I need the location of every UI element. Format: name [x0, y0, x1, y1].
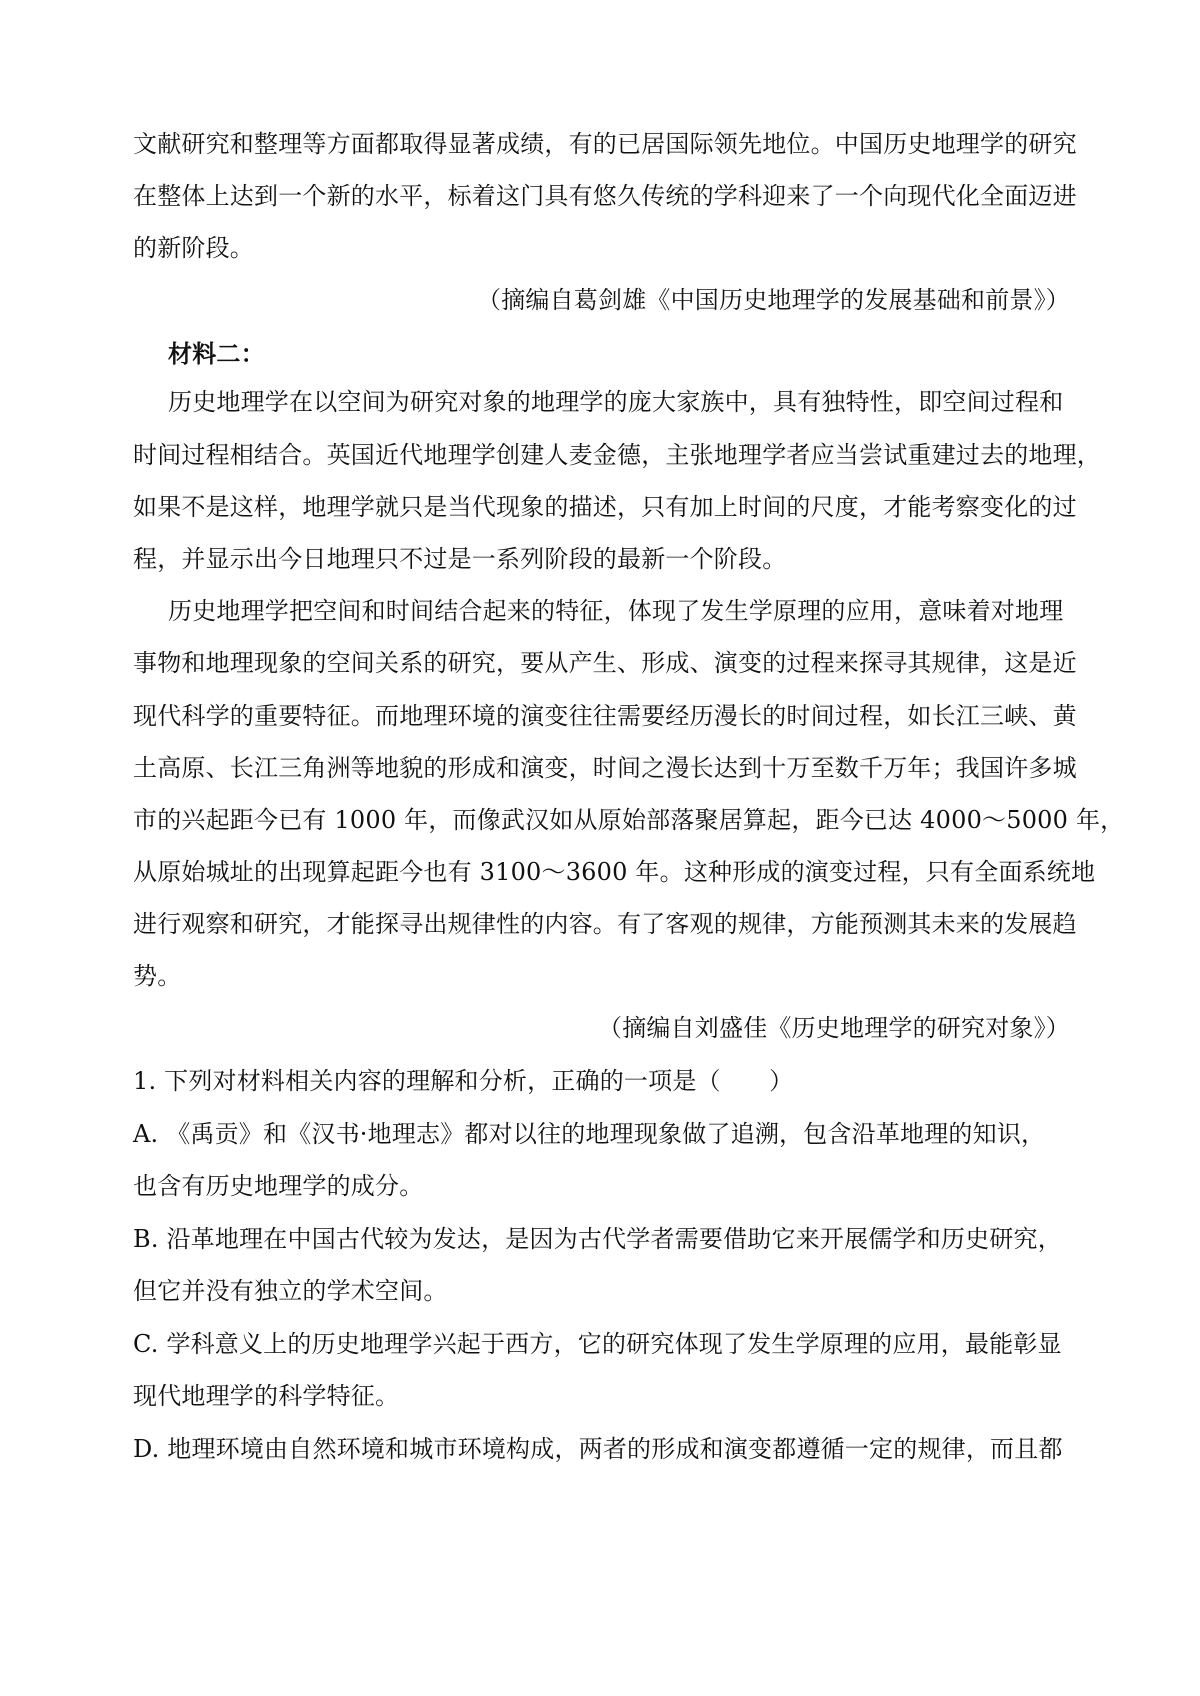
option-a-line: 也含有历史地理学的成分。 [133, 1172, 424, 1200]
section-heading: 材料二： [168, 339, 265, 368]
text-line: 势。 [133, 962, 182, 990]
text-line: 历史地理学把空间和时间结合起来的特征，体现了发生学原理的应用，意味着对地理 [168, 597, 1064, 625]
text-line: 的新阶段。 [133, 234, 254, 262]
question-stem: 1. 下列对材料相关内容的理解和分析，正确的一项是（ ） [133, 1067, 794, 1095]
option-b-line: B. 沿革地理在中国古代较为发达，是因为古代学者需要借助它来开展儒学和历史研究， [133, 1225, 1062, 1253]
text-line: 时间过程相结合。英国近代地理学创建人麦金德，主张地理学者应当尝试重建过去的地理， [133, 441, 1101, 469]
text-line: 在整体上达到一个新的水平，标着这门具有悠久传统的学科迎来了一个向现代化全面迈进 [133, 182, 1077, 210]
option-b-line: 但它并没有独立的学术空间。 [133, 1277, 448, 1305]
option-a-line: A. 《禹贡》和《汉书·地理志》都对以往的地理现象做了追溯，包含沿革地理的知识， [133, 1120, 1046, 1148]
source-citation: （摘编自刘盛佳《历史地理学的研究对象》） [598, 1014, 1070, 1042]
text-line: 市的兴起距今已有 1000 年，而像武汉如从原始部落聚居算起，距今已达 4000～5000 年， [133, 806, 1125, 834]
text-line: 如果不是这样，地理学就只是当代现象的描述，只有加上时间的尺度，才能考察变化的过 [133, 493, 1077, 521]
text-line: 程，并显示出今日地理只不过是一系列阶段的最新一个阶段。 [133, 545, 787, 573]
text-line: 历史地理学在以空间为研究对象的地理学的庞大家族中，具有独特性，即空间过程和 [168, 388, 1064, 416]
option-d-line: D. 地理环境由自然环境和城市环境构成，两者的形成和演变都遵循一定的规律，而且都 [133, 1435, 1063, 1463]
option-c-line: 现代地理学的科学特征。 [133, 1382, 400, 1410]
text-line: 现代科学的重要特征。而地理环境的演变往往需要经历漫长的时间过程，如长江三峡、黄 [133, 702, 1077, 730]
text-line: 从原始城址的出现算起距今也有 3100～3600 年。这种形成的演变过程，只有全面系统地 [133, 858, 1096, 886]
source-citation: （摘编自葛剑雄《中国历史地理学的发展基础和前景》） [477, 286, 1070, 314]
text-line: 土高原、长江三角洲等地貌的形成和演变，时间之漫长达到十万至数千万年；我国许多城 [133, 754, 1077, 782]
text-line: 事物和地理现象的空间关系的研究，要从产生、形成、演变的过程来探寻其规律，这是近 [133, 649, 1077, 677]
text-line: 进行观察和研究，才能探寻出规律性的内容。有了客观的规律，方能预测其未来的发展趋 [133, 910, 1077, 938]
option-c-line: C. 学科意义上的历史地理学兴起于西方，它的研究体现了发生学原理的应用，最能彰显 [133, 1330, 1062, 1358]
text-line: 文献研究和整理等方面都取得显著成绩，有的已居国际领先地位。中国历史地理学的研究 [133, 130, 1077, 158]
